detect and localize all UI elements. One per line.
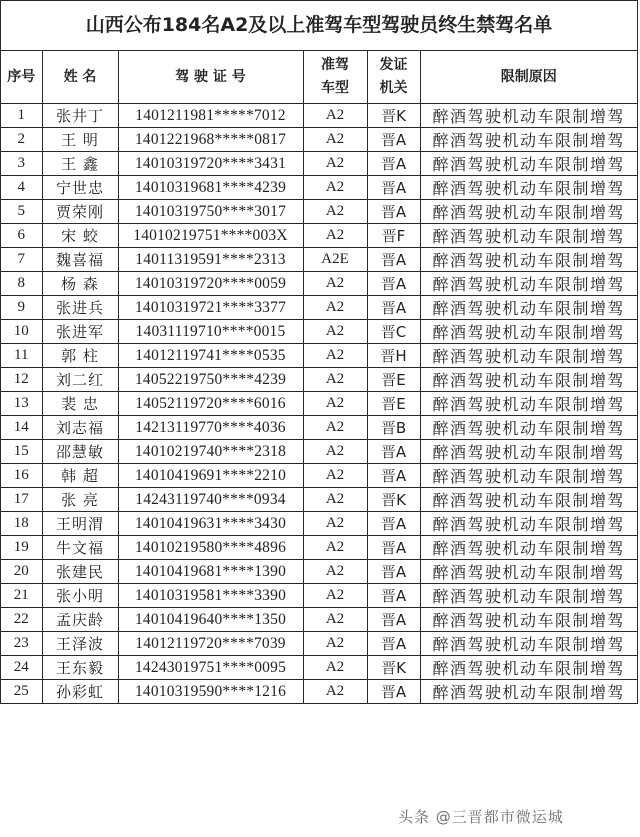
cell-authority: 晋A xyxy=(367,248,420,272)
cell-authority: 晋A xyxy=(367,152,420,176)
table-row xyxy=(1,128,637,152)
cell-name: 张井丁 xyxy=(42,104,118,128)
table-row xyxy=(1,344,637,368)
cell-license: 14052219750****4239 xyxy=(118,368,303,392)
cell-license: 1401221968*****0817 xyxy=(118,128,303,152)
cell-name: 孙彩虹 xyxy=(42,680,118,704)
cell-authority: 晋A xyxy=(367,176,420,200)
header-vehicle-type xyxy=(303,51,367,104)
cell-authority: 晋A xyxy=(367,608,420,632)
cell-name: 张进兵 xyxy=(42,296,118,320)
cell-authority: 晋A xyxy=(367,464,420,488)
cell-reason: 醉酒驾驶机动车限制增驾 xyxy=(420,512,637,536)
cell-authority: 晋A xyxy=(367,536,420,560)
cell-vehicle-type: A2 xyxy=(303,656,367,680)
cell-license: 14010419681****1390 xyxy=(118,560,303,584)
cell-name: 孟庆龄 xyxy=(42,608,118,632)
cell-name: 裴 忠 xyxy=(42,392,118,416)
cell-vehicle-type: A2 xyxy=(303,536,367,560)
cell-reason: 醉酒驾驶机动车限制增驾 xyxy=(420,296,637,320)
table-row xyxy=(1,224,637,248)
cell-reason: 醉酒驾驶机动车限制增驾 xyxy=(420,152,637,176)
table-row xyxy=(1,464,637,488)
cell-index: 19 xyxy=(1,536,42,560)
cell-reason: 醉酒驾驶机动车限制增驾 xyxy=(420,464,637,488)
cell-index: 7 xyxy=(1,248,42,272)
cell-license: 14010319581****3390 xyxy=(118,584,303,608)
cell-reason: 醉酒驾驶机动车限制增驾 xyxy=(420,584,637,608)
cell-license: 1401211981*****7012 xyxy=(118,104,303,128)
cell-authority: 晋B xyxy=(367,416,420,440)
cell-name: 王泽波 xyxy=(42,632,118,656)
watermark: 头条 @三晋都市微运城 xyxy=(398,808,564,826)
cell-vehicle-type: A2 xyxy=(303,296,367,320)
cell-reason: 醉酒驾驶机动车限制增驾 xyxy=(420,128,637,152)
table-row xyxy=(1,200,637,224)
cell-license: 14010319720****3431 xyxy=(118,152,303,176)
cell-index: 17 xyxy=(1,488,42,512)
cell-license: 14010319720****0059 xyxy=(118,272,303,296)
cell-reason: 醉酒驾驶机动车限制增驾 xyxy=(420,488,637,512)
cell-name: 宋 蛟 xyxy=(42,224,118,248)
table-row xyxy=(1,584,637,608)
table-row xyxy=(1,632,637,656)
cell-vehicle-type: A2 xyxy=(303,464,367,488)
table-row xyxy=(1,296,637,320)
cell-reason: 醉酒驾驶机动车限制增驾 xyxy=(420,320,637,344)
cell-name: 牛文福 xyxy=(42,536,118,560)
table-row xyxy=(1,656,637,680)
cell-index: 4 xyxy=(1,176,42,200)
cell-authority: 晋A xyxy=(367,632,420,656)
cell-vehicle-type: A2 xyxy=(303,608,367,632)
cell-name: 杨 森 xyxy=(42,272,118,296)
cell-vehicle-type: A2 xyxy=(303,320,367,344)
cell-index: 6 xyxy=(1,224,42,248)
cell-license: 14010319681****4239 xyxy=(118,176,303,200)
cell-vehicle-type: A2 xyxy=(303,392,367,416)
cell-name: 王 明 xyxy=(42,128,118,152)
cell-reason: 醉酒驾驶机动车限制增驾 xyxy=(420,560,637,584)
cell-license: 14010219580****4896 xyxy=(118,536,303,560)
cell-license: 14010419640****1350 xyxy=(118,608,303,632)
table-row xyxy=(1,536,637,560)
cell-authority: 晋A xyxy=(367,512,420,536)
cell-name: 张进军 xyxy=(42,320,118,344)
cell-vehicle-type: A2 xyxy=(303,632,367,656)
cell-name: 贾荣刚 xyxy=(42,200,118,224)
cell-authority: 晋F xyxy=(367,224,420,248)
cell-vehicle-type: A2 xyxy=(303,584,367,608)
cell-name: 魏喜福 xyxy=(42,248,118,272)
cell-vehicle-type: A2 xyxy=(303,440,367,464)
cell-index: 14 xyxy=(1,416,42,440)
cell-reason: 醉酒驾驶机动车限制增驾 xyxy=(420,632,637,656)
table-row xyxy=(1,560,637,584)
header-name: 姓 名 xyxy=(42,51,118,104)
cell-name: 刘志福 xyxy=(42,416,118,440)
cell-authority: 晋A xyxy=(367,200,420,224)
cell-license: 14243119740****0934 xyxy=(118,488,303,512)
table-row xyxy=(1,368,637,392)
cell-index: 2 xyxy=(1,128,42,152)
cell-vehicle-type: A2 xyxy=(303,560,367,584)
cell-reason: 醉酒驾驶机动车限制增驾 xyxy=(420,536,637,560)
cell-authority: 晋A xyxy=(367,680,420,704)
cell-reason: 醉酒驾驶机动车限制增驾 xyxy=(420,272,637,296)
cell-license: 14011319591****2313 xyxy=(118,248,303,272)
cell-reason: 醉酒驾驶机动车限制增驾 xyxy=(420,656,637,680)
cell-vehicle-type: A2 xyxy=(303,152,367,176)
header-vehicle-type-line1: 准驾 xyxy=(321,57,349,73)
cell-reason: 醉酒驾驶机动车限制增驾 xyxy=(420,224,637,248)
cell-vehicle-type: A2 xyxy=(303,104,367,128)
cell-vehicle-type: A2 xyxy=(303,200,367,224)
cell-vehicle-type: A2 xyxy=(303,512,367,536)
cell-index: 16 xyxy=(1,464,42,488)
header-index: 序号 xyxy=(1,51,42,104)
cell-index: 18 xyxy=(1,512,42,536)
cell-authority: 晋A xyxy=(367,560,420,584)
table-row xyxy=(1,680,637,704)
table-row xyxy=(1,104,637,128)
cell-authority: 晋K xyxy=(367,488,420,512)
cell-vehicle-type: A2 xyxy=(303,272,367,296)
cell-vehicle-type: A2 xyxy=(303,176,367,200)
cell-index: 21 xyxy=(1,584,42,608)
cell-vehicle-type: A2 xyxy=(303,488,367,512)
cell-reason: 醉酒驾驶机动车限制增驾 xyxy=(420,416,637,440)
cell-license: 14010319590****1216 xyxy=(118,680,303,704)
cell-license: 14010319750****3017 xyxy=(118,200,303,224)
cell-name: 王 鑫 xyxy=(42,152,118,176)
cell-vehicle-type: A2E xyxy=(303,248,367,272)
cell-vehicle-type: A2 xyxy=(303,416,367,440)
cell-license: 14052119720****6016 xyxy=(118,392,303,416)
table-row xyxy=(1,440,637,464)
header-vehicle-type-line2: 车型 xyxy=(321,80,349,96)
table-row xyxy=(1,320,637,344)
header-license: 驾 驶 证 号 xyxy=(118,51,303,104)
cell-index: 1 xyxy=(1,104,42,128)
cell-authority: 晋A xyxy=(367,584,420,608)
cell-license: 14012119720****7039 xyxy=(118,632,303,656)
header-row xyxy=(1,51,637,104)
table-row xyxy=(1,272,637,296)
cell-name: 王明渭 xyxy=(42,512,118,536)
cell-name: 张 亮 xyxy=(42,488,118,512)
table-row xyxy=(1,608,637,632)
cell-license: 14010219751****003X xyxy=(118,224,303,248)
cell-reason: 醉酒驾驶机动车限制增驾 xyxy=(420,176,637,200)
cell-authority: 晋E xyxy=(367,368,420,392)
cell-authority: 晋H xyxy=(367,344,420,368)
cell-name: 刘二红 xyxy=(42,368,118,392)
header-reason: 限制原因 xyxy=(420,51,637,104)
cell-index: 10 xyxy=(1,320,42,344)
header-authority xyxy=(367,51,420,104)
cell-index: 13 xyxy=(1,392,42,416)
table-row xyxy=(1,488,637,512)
cell-license: 14010319721****3377 xyxy=(118,296,303,320)
cell-vehicle-type: A2 xyxy=(303,128,367,152)
header-authority-line2: 机关 xyxy=(379,80,408,96)
cell-license: 14010419691****2210 xyxy=(118,464,303,488)
cell-authority: 晋A xyxy=(367,272,420,296)
cell-authority: 晋K xyxy=(367,104,420,128)
cell-name: 郭 柱 xyxy=(42,344,118,368)
table-row xyxy=(1,512,637,536)
cell-index: 9 xyxy=(1,296,42,320)
table-row xyxy=(1,416,637,440)
cell-reason: 醉酒驾驶机动车限制增驾 xyxy=(420,680,637,704)
cell-name: 邵慧敏 xyxy=(42,440,118,464)
cell-license: 14012119741****0535 xyxy=(118,344,303,368)
cell-reason: 醉酒驾驶机动车限制增驾 xyxy=(420,368,637,392)
cell-name: 宁世忠 xyxy=(42,176,118,200)
cell-name: 王东毅 xyxy=(42,656,118,680)
cell-reason: 醉酒驾驶机动车限制增驾 xyxy=(420,440,637,464)
cell-index: 22 xyxy=(1,608,42,632)
cell-name: 韩 超 xyxy=(42,464,118,488)
cell-reason: 醉酒驾驶机动车限制增驾 xyxy=(420,248,637,272)
cell-index: 8 xyxy=(1,272,42,296)
cell-index: 23 xyxy=(1,632,42,656)
document-title: 山西公布184名A2及以上准驾车型驾驶员终生禁驾名单 xyxy=(1,1,637,51)
cell-vehicle-type: A2 xyxy=(303,680,367,704)
cell-license: 14243019751****0095 xyxy=(118,656,303,680)
table-row xyxy=(1,248,637,272)
cell-authority: 晋A xyxy=(367,128,420,152)
cell-index: 20 xyxy=(1,560,42,584)
cell-vehicle-type: A2 xyxy=(303,224,367,248)
cell-name: 张小明 xyxy=(42,584,118,608)
cell-authority: 晋A xyxy=(367,296,420,320)
table-row xyxy=(1,152,637,176)
cell-name: 张建民 xyxy=(42,560,118,584)
cell-index: 5 xyxy=(1,200,42,224)
cell-authority: 晋K xyxy=(367,656,420,680)
table-row xyxy=(1,392,637,416)
cell-index: 25 xyxy=(1,680,42,704)
cell-vehicle-type: A2 xyxy=(303,344,367,368)
cell-index: 3 xyxy=(1,152,42,176)
cell-license: 14031119710****0015 xyxy=(118,320,303,344)
cell-authority: 晋A xyxy=(367,440,420,464)
cell-index: 12 xyxy=(1,368,42,392)
cell-reason: 醉酒驾驶机动车限制增驾 xyxy=(420,344,637,368)
cell-license: 14010419631****3430 xyxy=(118,512,303,536)
cell-index: 24 xyxy=(1,656,42,680)
cell-index: 15 xyxy=(1,440,42,464)
cell-index: 11 xyxy=(1,344,42,368)
table-row xyxy=(1,176,637,200)
cell-authority: 晋E xyxy=(367,392,420,416)
cell-vehicle-type: A2 xyxy=(303,368,367,392)
cell-reason: 醉酒驾驶机动车限制增驾 xyxy=(420,104,637,128)
cell-reason: 醉酒驾驶机动车限制增驾 xyxy=(420,392,637,416)
cell-license: 14213119770****4036 xyxy=(118,416,303,440)
banned-drivers-table xyxy=(1,51,637,704)
cell-license: 14010219740****2318 xyxy=(118,440,303,464)
cell-reason: 醉酒驾驶机动车限制增驾 xyxy=(420,608,637,632)
header-authority-line1: 发证 xyxy=(379,57,408,73)
cell-reason: 醉酒驾驶机动车限制增驾 xyxy=(420,200,637,224)
cell-authority: 晋C xyxy=(367,320,420,344)
